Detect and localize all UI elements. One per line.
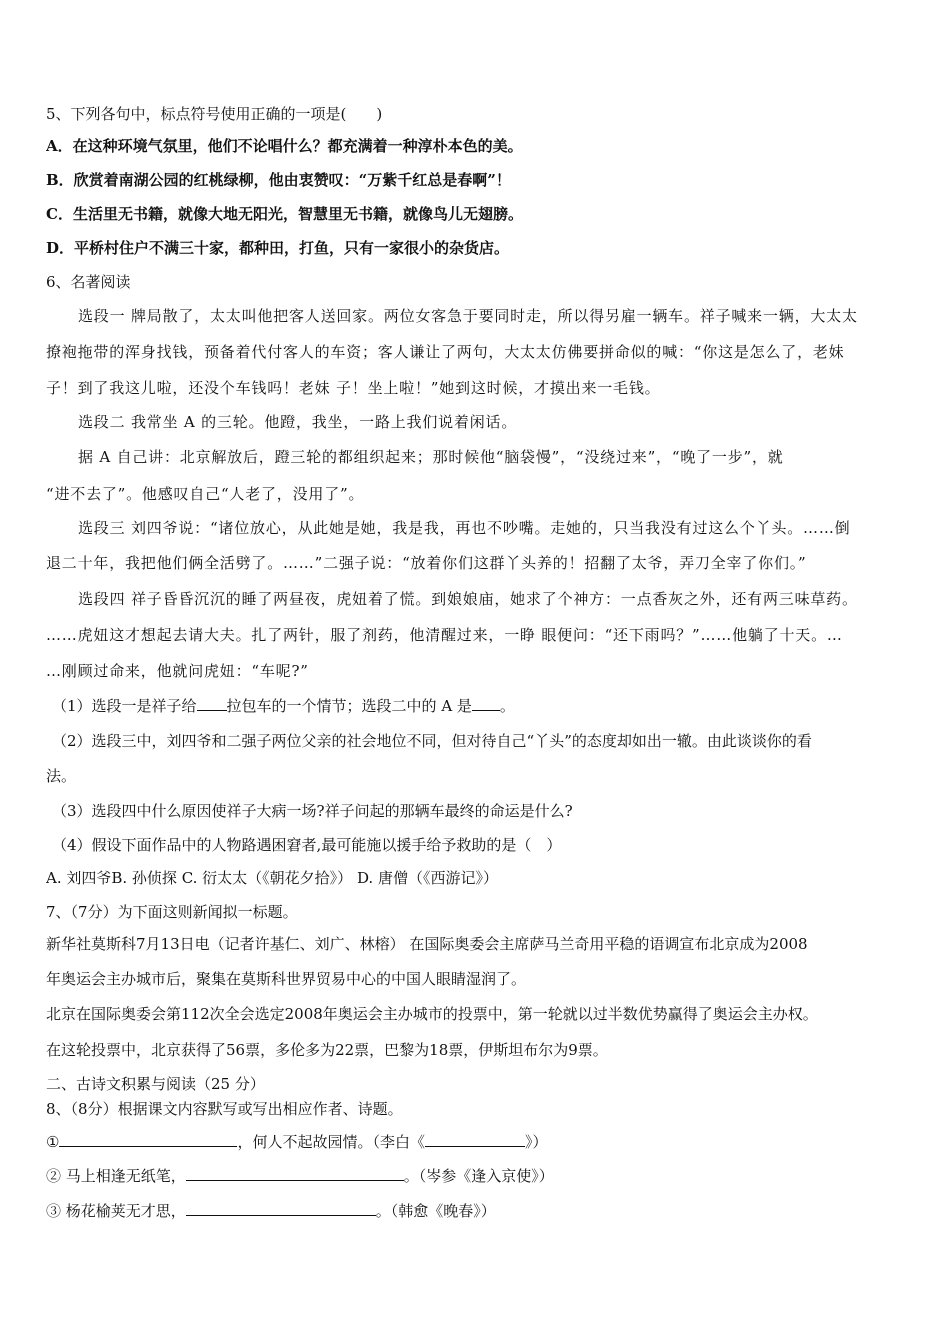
q8-item-3 [46, 1201, 916, 1221]
q6-passage-line: 选段四 祥子昏昏沉沉的睡了两昼夜，虎妞着了慌。到娘娘庙，她求了个神方：一点香灰之外，还有两三味草药。 [78, 590, 858, 608]
q5-option-a: A．在这种环境气氛里，他们不论唱什么？都充满着一种淳朴本色的美。 [46, 137, 523, 155]
q6-sub3: （3）选段四中什么原因使祥子大病一场?祥子问起的那辆车最终的命运是什么? [52, 802, 573, 820]
q8-item-2 [46, 1166, 916, 1186]
q6-passage-line: 据 A 自己讲：北京解放后，蹬三轮的都组织起来；那时候他“脑袋慢”，“没绕过来”，“晚了一步”，就 [78, 448, 784, 466]
q8-stem: 8、（8分）根据课文内容默写或写出相应作者、诗题。 [46, 1100, 403, 1118]
q6-passage-line: …刚顾过命来，他就问虎妞：“车呢?” [46, 662, 309, 680]
q5-option-c: C．生活里无书籍，就像大地无阳光，智慧里无书籍，就像鸟儿无翅膀。 [46, 205, 523, 223]
q5-stem: 5、下列各句中，标点符号使用正确的一项是( ) [46, 105, 383, 123]
answer-blank[interactable] [186, 1166, 404, 1181]
q6-passage-line: 子！到了我这儿啦，还没个车钱吗！老妹 子！坐上啦！”她到这时候，才摸出来一毛钱。 [46, 379, 661, 397]
q8-item2-end: 。（岑参《逢入京使》） [403, 1167, 554, 1185]
q6-sub1-text-a: （1）选段一是祥子给 [52, 697, 197, 715]
section-heading: 二、古诗文积累与阅读（25 分） [46, 1075, 265, 1093]
q8-item1-end: 》） [524, 1133, 548, 1151]
q6-sub2-line1: （2）选段三中，刘四爷和二强子两位父亲的社会地位不同，但对待自己“丫头”的态度却如出一辙。由此谈谈你的看 [52, 732, 812, 750]
answer-blank[interactable] [425, 1132, 525, 1147]
q7-news-line: 北京在国际奥委会第112次全会选定2008年奥运会主办城市的投票中，第一轮就以过半数优势赢得了奥运会主办权。 [46, 1005, 818, 1023]
q6-sub4-options: A. 刘四爷B. 孙侦探 C. 衍太太（《朝花夕拾》） D. 唐僧（《西游记》） [46, 869, 498, 887]
q8-item2-text: ② 马上相逢无纸笔， [46, 1167, 186, 1185]
q8-item1-marker: ① [46, 1133, 60, 1151]
answer-blank[interactable] [197, 696, 227, 711]
q6-passage-line: 选段二 我常坐 A 的三轮。他蹬，我坐，一路上我们说着闲话。 [78, 413, 518, 431]
q8-item-1 [46, 1132, 916, 1152]
q8-item3-text: ③ 杨花榆荚无才思， [46, 1202, 186, 1220]
q7-news-line: 在这轮投票中，北京获得了56票，多伦多为22票，巴黎为18票，伊斯坦布尔为9票。 [46, 1041, 608, 1059]
q6-sub2-line2: 法。 [46, 767, 77, 785]
q5-option-b: B．欣赏着南湖公园的红桃绿柳，他由衷赞叹：“万紫千红总是春啊”！ [46, 171, 511, 189]
q6-passage-line: 撩袍拖带的浑身找钱，预备着代付客人的车资；客人谦让了两句，大太太仿佛要拼命似的喊：“你这是怎么了，老妹 [46, 343, 845, 361]
q7-stem: 7、（7分）为下面这则新闻拟一标题。 [46, 903, 298, 921]
q6-passage-line: “进不去了”。他感叹自己“人老了，没用了”。 [46, 485, 365, 503]
q6-passage-line: ……虎妞这才想起去请大夫。扎了两针，服了剂药，他清醒过来，一睁 眼便问：“还下雨吗？”……他躺了十天。… [46, 626, 843, 644]
q6-sub4: （4）假设下面作品中的人物路遇困窘者,最可能施以援手给予救助的是（ ） [52, 836, 562, 854]
q5-option-d: D．平桥村住户不满三十家，都种田，打鱼，只有一家很小的杂货店。 [46, 239, 510, 257]
answer-blank[interactable] [186, 1201, 376, 1216]
q6-sub1 [52, 696, 916, 716]
q7-news-line: 年奥运会主办城市后，聚集在莫斯科世界贸易中心的中国人眼睛湿润了。 [46, 970, 527, 988]
q6-sub1-text-b: 拉包车的一个情节；选段二中的 A 是 [226, 697, 472, 715]
q7-news-line: 新华社莫斯科7月13日电（记者许基仁、刘广、林榕） 在国际奥委会主席萨马兰奇用平稳的语调宣布北京成为2008 [46, 935, 808, 953]
q8-item3-end: 。（韩愈《晚春》） [375, 1202, 496, 1220]
q8-item1-text: ，何人不起故园情。（李白《 [237, 1133, 425, 1151]
q6-passage-line: 选段三 刘四爷说：“诸位放心，从此她是她，我是我，再也不吵嘴。走她的，只当我没有过这么个丫头。……倒 [78, 519, 851, 537]
q6-stem: 6、名著阅读 [46, 273, 131, 291]
q6-passage-line: 选段一 牌局散了，太太叫他把客人送回家。两位女客急于要同时走，所以得另雇一辆车。祥子喊来一辆，大太太 [78, 307, 858, 325]
q6-sub1-text-c: 。 [499, 697, 515, 715]
answer-blank[interactable] [472, 696, 500, 711]
q6-passage-line: 退二十年，我把他们俩全活劈了。……”二强子说：“放着你们这群丫头养的！招翻了太爷，弄刀全宰了你们。” [46, 554, 807, 572]
answer-blank[interactable] [59, 1132, 237, 1147]
